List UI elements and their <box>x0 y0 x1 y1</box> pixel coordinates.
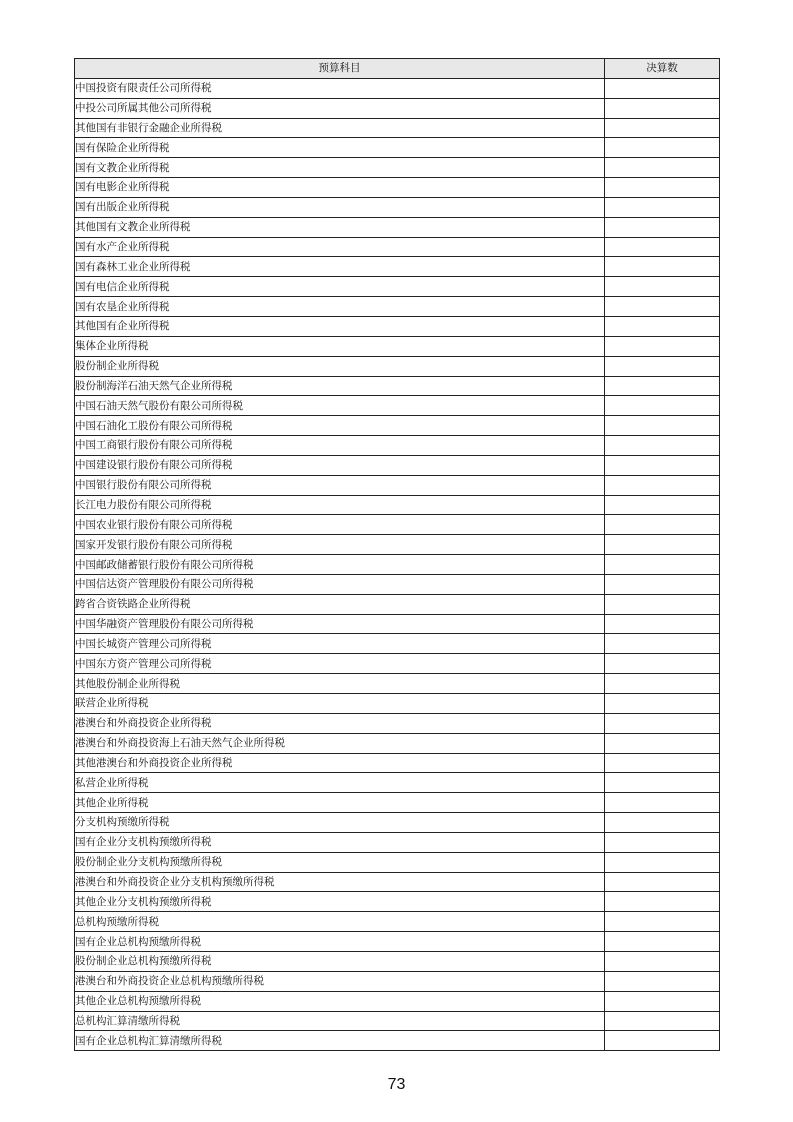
table-row <box>75 654 720 674</box>
final-amount-cell <box>605 197 720 217</box>
final-amount-cell <box>605 694 720 714</box>
budget-subject-cell: 总机构预缴所得税 <box>75 912 605 932</box>
table-row <box>75 832 720 852</box>
final-amount-cell <box>605 158 720 178</box>
budget-subject-cell: 国有保险企业所得税 <box>75 138 605 158</box>
table-row <box>75 138 720 158</box>
final-amount-cell <box>605 971 720 991</box>
table-row <box>75 277 720 297</box>
final-amount-cell <box>605 634 720 654</box>
budget-subject-cell: 中国农业银行股份有限公司所得税 <box>75 515 605 535</box>
table-row <box>75 455 720 475</box>
table-row <box>75 713 720 733</box>
table-row <box>75 971 720 991</box>
budget-subject-cell: 股份制海洋石油天然气企业所得税 <box>75 376 605 396</box>
budget-subject-cell: 国家开发银行股份有限公司所得税 <box>75 535 605 555</box>
budget-subject-cell: 国有农垦企业所得税 <box>75 297 605 317</box>
table-row <box>75 813 720 833</box>
budget-subject-cell: 港澳台和外商投资企业总机构预缴所得税 <box>75 971 605 991</box>
table-row <box>75 316 720 336</box>
budget-subject-cell: 其他企业分支机构预缴所得税 <box>75 892 605 912</box>
budget-subject-cell: 国有电影企业所得税 <box>75 178 605 198</box>
table-row <box>75 594 720 614</box>
budget-subject-cell: 股份制企业分支机构预缴所得税 <box>75 852 605 872</box>
table-row <box>75 872 720 892</box>
final-amount-cell <box>605 297 720 317</box>
final-amount-cell <box>605 594 720 614</box>
final-amount-cell <box>605 217 720 237</box>
budget-subject-cell: 集体企业所得税 <box>75 336 605 356</box>
amount-header: 决算数 <box>605 59 720 79</box>
table-row <box>75 1031 720 1051</box>
header-row <box>75 59 720 79</box>
table-row <box>75 178 720 198</box>
table-row <box>75 78 720 98</box>
budget-subject-cell: 联营企业所得税 <box>75 694 605 714</box>
final-amount-cell <box>605 475 720 495</box>
budget-subject-cell: 国有企业总机构汇算清缴所得税 <box>75 1031 605 1051</box>
table-row <box>75 495 720 515</box>
final-amount-cell <box>605 773 720 793</box>
budget-subject-cell: 其他国有企业所得税 <box>75 316 605 336</box>
final-amount-cell <box>605 237 720 257</box>
final-amount-cell <box>605 753 720 773</box>
final-amount-cell <box>605 396 720 416</box>
budget-subject-cell: 国有森林工业企业所得税 <box>75 257 605 277</box>
budget-subject-cell: 国有电信企业所得税 <box>75 277 605 297</box>
final-amount-cell <box>605 356 720 376</box>
final-amount-cell <box>605 793 720 813</box>
table-row <box>75 753 720 773</box>
final-amount-cell <box>605 892 720 912</box>
budget-subject-cell: 中国信达资产管理股份有限公司所得税 <box>75 574 605 594</box>
budget-subject-cell: 中国建设银行股份有限公司所得税 <box>75 455 605 475</box>
budget-subject-cell: 其他股份制企业所得税 <box>75 674 605 694</box>
table-row <box>75 634 720 654</box>
budget-subject-cell: 国有文教企业所得税 <box>75 158 605 178</box>
final-amount-cell <box>605 832 720 852</box>
budget-subject-cell: 其他港澳台和外商投资企业所得税 <box>75 753 605 773</box>
table-body <box>75 78 720 1050</box>
final-amount-cell <box>605 733 720 753</box>
budget-table <box>74 58 720 1051</box>
table-row <box>75 555 720 575</box>
subject-header: 预算科目 <box>75 59 605 79</box>
budget-subject-cell: 国有企业分支机构预缴所得税 <box>75 832 605 852</box>
budget-subject-cell: 其他国有非银行金融企业所得税 <box>75 118 605 138</box>
final-amount-cell <box>605 277 720 297</box>
table-row <box>75 614 720 634</box>
final-amount-cell <box>605 495 720 515</box>
table-row <box>75 336 720 356</box>
table-row <box>75 217 720 237</box>
table-row <box>75 912 720 932</box>
final-amount-cell <box>605 991 720 1011</box>
table-row <box>75 852 720 872</box>
budget-subject-cell: 分支机构预缴所得税 <box>75 813 605 833</box>
budget-subject-cell: 港澳台和外商投资海上石油天然气企业所得税 <box>75 733 605 753</box>
budget-subject-cell: 中国长城资产管理公司所得税 <box>75 634 605 654</box>
table-row <box>75 197 720 217</box>
table-row <box>75 694 720 714</box>
table-row <box>75 237 720 257</box>
budget-subject-cell: 中国投资有限责任公司所得税 <box>75 78 605 98</box>
budget-subject-cell: 跨省合资铁路企业所得税 <box>75 594 605 614</box>
table-row <box>75 951 720 971</box>
table-row <box>75 436 720 456</box>
budget-subject-cell: 其他国有文教企业所得税 <box>75 217 605 237</box>
final-amount-cell <box>605 932 720 952</box>
final-amount-cell <box>605 813 720 833</box>
final-amount-cell <box>605 951 720 971</box>
budget-subject-cell: 国有水产企业所得税 <box>75 237 605 257</box>
table-row <box>75 257 720 277</box>
final-amount-cell <box>605 555 720 575</box>
table-row <box>75 892 720 912</box>
table-row <box>75 475 720 495</box>
table-row <box>75 416 720 436</box>
budget-subject-cell: 中投公司所属其他公司所得税 <box>75 98 605 118</box>
final-amount-cell <box>605 535 720 555</box>
final-amount-cell <box>605 416 720 436</box>
final-amount-cell <box>605 852 720 872</box>
table-row <box>75 118 720 138</box>
table-row <box>75 376 720 396</box>
budget-subject-cell: 私营企业所得税 <box>75 773 605 793</box>
table-row <box>75 158 720 178</box>
budget-subject-cell: 国有企业总机构预缴所得税 <box>75 932 605 952</box>
final-amount-cell <box>605 674 720 694</box>
table-row <box>75 356 720 376</box>
table-row <box>75 297 720 317</box>
final-amount-cell <box>605 654 720 674</box>
table-row <box>75 793 720 813</box>
table-row <box>75 396 720 416</box>
final-amount-cell <box>605 78 720 98</box>
table-row <box>75 932 720 952</box>
final-amount-cell <box>605 98 720 118</box>
page-number: 73 <box>387 1076 406 1093</box>
final-amount-cell <box>605 614 720 634</box>
budget-subject-cell: 总机构汇算清缴所得税 <box>75 1011 605 1031</box>
budget-subject-cell: 港澳台和外商投资企业所得税 <box>75 713 605 733</box>
budget-subject-cell: 长江电力股份有限公司所得税 <box>75 495 605 515</box>
table-row <box>75 1011 720 1031</box>
final-amount-cell <box>605 316 720 336</box>
final-amount-cell <box>605 455 720 475</box>
budget-subject-cell: 中国工商银行股份有限公司所得税 <box>75 436 605 456</box>
budget-subject-cell: 中国石油天然气股份有限公司所得税 <box>75 396 605 416</box>
final-amount-cell <box>605 436 720 456</box>
budget-subject-cell: 股份制企业所得税 <box>75 356 605 376</box>
table-row <box>75 773 720 793</box>
final-amount-cell <box>605 138 720 158</box>
final-amount-cell <box>605 713 720 733</box>
final-amount-cell <box>605 257 720 277</box>
budget-subject-cell: 其他企业总机构预缴所得税 <box>75 991 605 1011</box>
budget-subject-cell: 港澳台和外商投资企业分支机构预缴所得税 <box>75 872 605 892</box>
budget-subject-cell: 中国石油化工股份有限公司所得税 <box>75 416 605 436</box>
budget-subject-cell: 中国东方资产管理公司所得税 <box>75 654 605 674</box>
budget-subject-cell: 中国银行股份有限公司所得税 <box>75 475 605 495</box>
final-amount-cell <box>605 872 720 892</box>
budget-subject-cell: 其他企业所得税 <box>75 793 605 813</box>
table-row <box>75 535 720 555</box>
final-amount-cell <box>605 515 720 535</box>
final-amount-cell <box>605 1011 720 1031</box>
budget-subject-cell: 中国邮政储蓄银行股份有限公司所得税 <box>75 555 605 575</box>
table-row <box>75 574 720 594</box>
table-row <box>75 98 720 118</box>
table-row <box>75 674 720 694</box>
final-amount-cell <box>605 336 720 356</box>
budget-subject-cell: 中国华融资产管理股份有限公司所得税 <box>75 614 605 634</box>
budget-subject-cell: 股份制企业总机构预缴所得税 <box>75 951 605 971</box>
budget-subject-cell: 国有出版企业所得税 <box>75 197 605 217</box>
final-amount-cell <box>605 912 720 932</box>
final-amount-cell <box>605 1031 720 1051</box>
table-row <box>75 515 720 535</box>
table-row <box>75 991 720 1011</box>
final-amount-cell <box>605 118 720 138</box>
final-amount-cell <box>605 376 720 396</box>
final-amount-cell <box>605 178 720 198</box>
table-row <box>75 733 720 753</box>
final-amount-cell <box>605 574 720 594</box>
